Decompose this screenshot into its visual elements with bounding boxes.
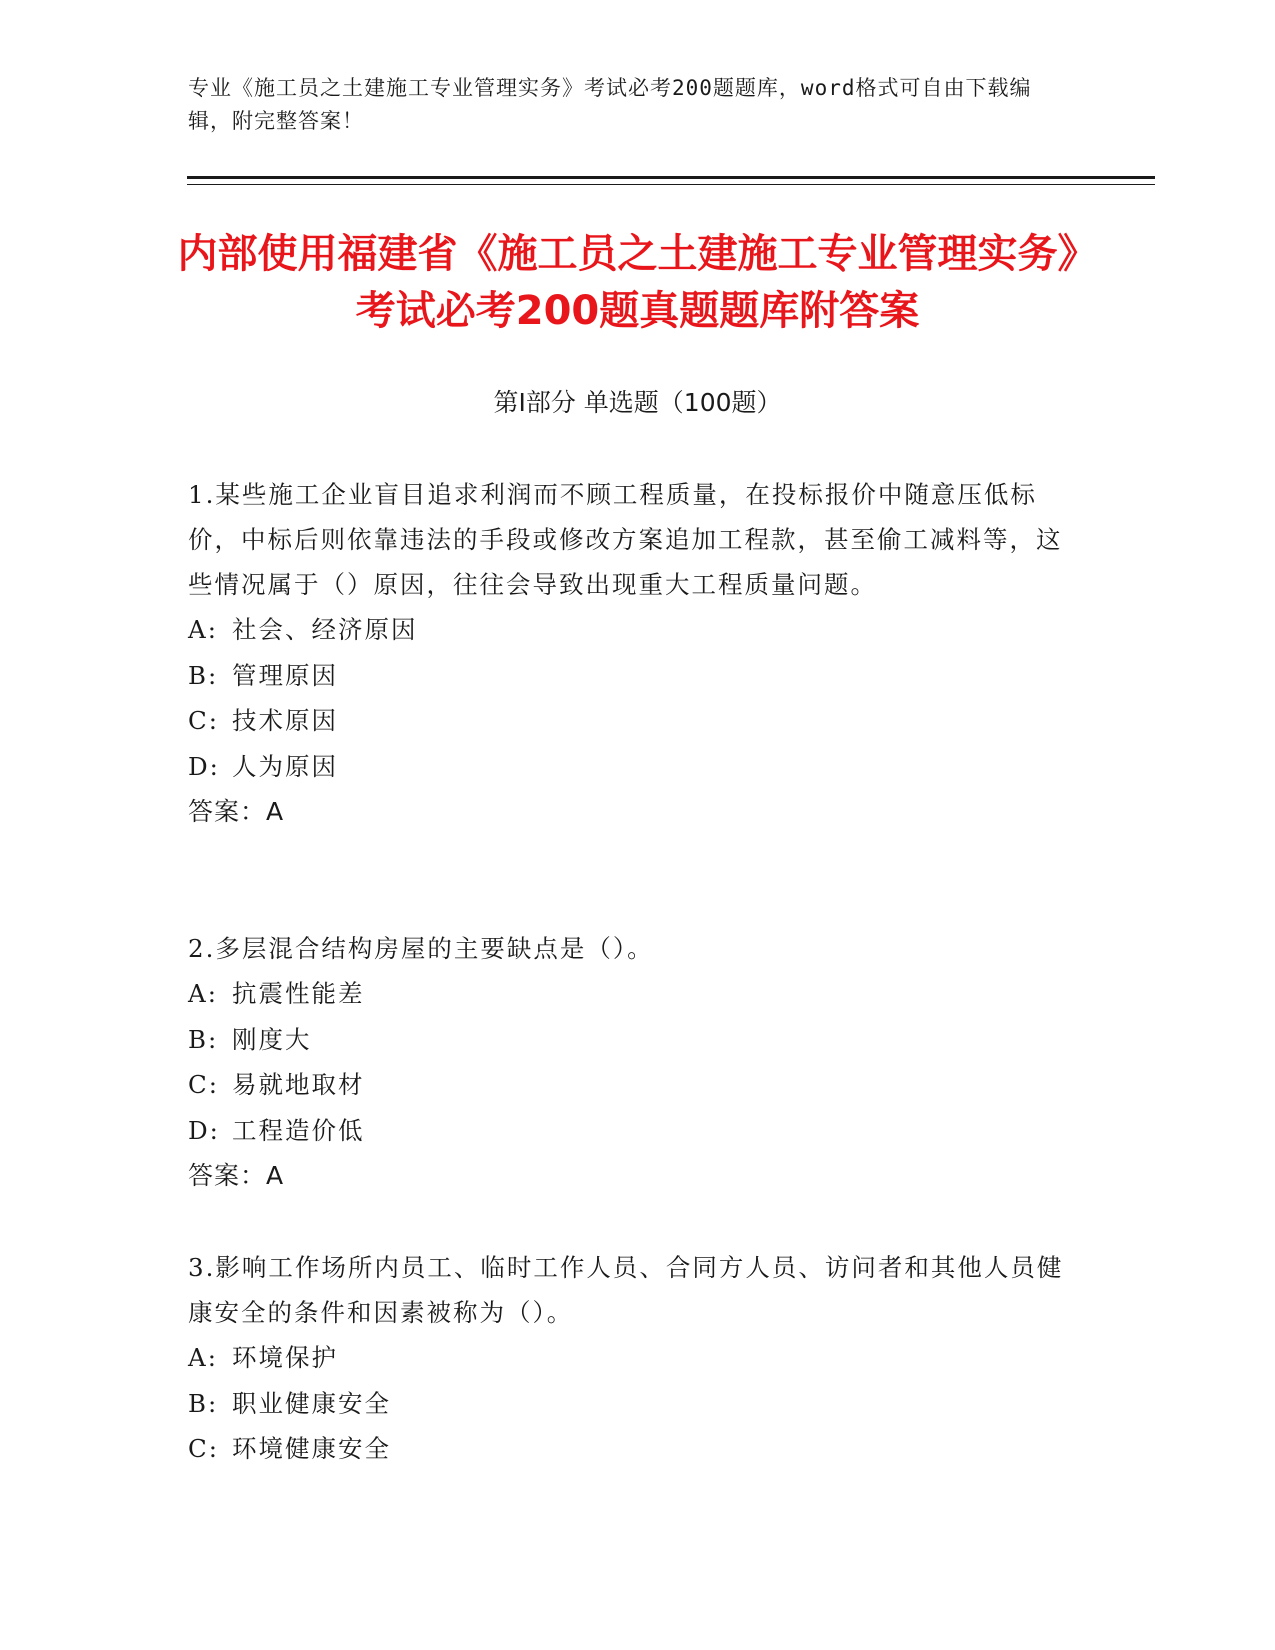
question-stem: 1.某些施工企业盲目追求利润而不顾工程质量，在投标报价中随意压低标价，中标后则依靠违法的手段或修改方案追加工程款，甚至偷工减料等，这些情况属于（）原因，往往会导致出现重大工程质量问题。 <box>188 480 1063 599</box>
option-text: 刚度大 <box>232 1024 312 1054</box>
option-c <box>188 1426 1068 1472</box>
header-divider-thick <box>187 176 1155 179</box>
question-3 <box>188 1245 1068 1472</box>
option-text: 社会、经济原因 <box>232 615 418 644</box>
option-key: B: <box>188 660 219 690</box>
option-a <box>188 1335 1068 1381</box>
question-2 <box>188 926 1068 1199</box>
option-key: C: <box>188 1434 220 1463</box>
option-key: A: <box>188 615 218 644</box>
question-stem: 3.影响工作场所内员工、临时工作人员、合同方人员、访问者和其他人员健康安全的条件和因素被称为（）。 <box>188 1253 1064 1327</box>
document-title: 内部使用福建省《施工员之土建施工专业管理实务》考试必考200题真题题库附答案 <box>177 231 1098 334</box>
option-a <box>188 971 1068 1017</box>
option-key: D: <box>188 751 220 781</box>
option-b <box>188 1017 1068 1063</box>
header-divider-thin <box>187 184 1155 185</box>
option-text: 人为原因 <box>232 751 338 781</box>
option-key: C: <box>188 706 220 735</box>
section-heading: 第Ⅰ部分 单选题（100题） <box>493 388 782 417</box>
option-key: B: <box>188 1388 219 1418</box>
option-a <box>188 607 1068 653</box>
question-stem: 2.多层混合结构房屋的主要缺点是（）。 <box>188 934 654 963</box>
header-note: 专业《施工员之土建施工专业管理实务》考试必考200题题库，word格式可自由下载编辑，附完整答案！ <box>188 76 1032 133</box>
option-key: C: <box>188 1070 220 1099</box>
option-c <box>188 698 1068 744</box>
option-text: 工程造价低 <box>232 1115 365 1145</box>
option-d <box>188 744 1068 790</box>
option-text: 管理原因 <box>232 660 338 690</box>
option-c <box>188 1062 1068 1108</box>
answer: 答案：A <box>188 797 285 826</box>
answer: 答案：A <box>188 1161 285 1190</box>
option-text: 环境健康安全 <box>232 1434 391 1463</box>
option-b <box>188 1381 1068 1427</box>
option-key: A: <box>188 1343 218 1372</box>
option-text: 技术原因 <box>232 706 338 735</box>
option-key: D: <box>188 1115 220 1145</box>
option-d <box>188 1108 1068 1154</box>
option-text: 职业健康安全 <box>232 1388 391 1418</box>
option-text: 易就地取材 <box>232 1070 365 1099</box>
option-key: A: <box>188 979 218 1008</box>
option-key: B: <box>188 1024 219 1054</box>
option-b <box>188 653 1068 699</box>
option-text: 抗震性能差 <box>232 979 365 1008</box>
option-text: 环境保护 <box>232 1343 338 1372</box>
question-1 <box>188 472 1068 835</box>
